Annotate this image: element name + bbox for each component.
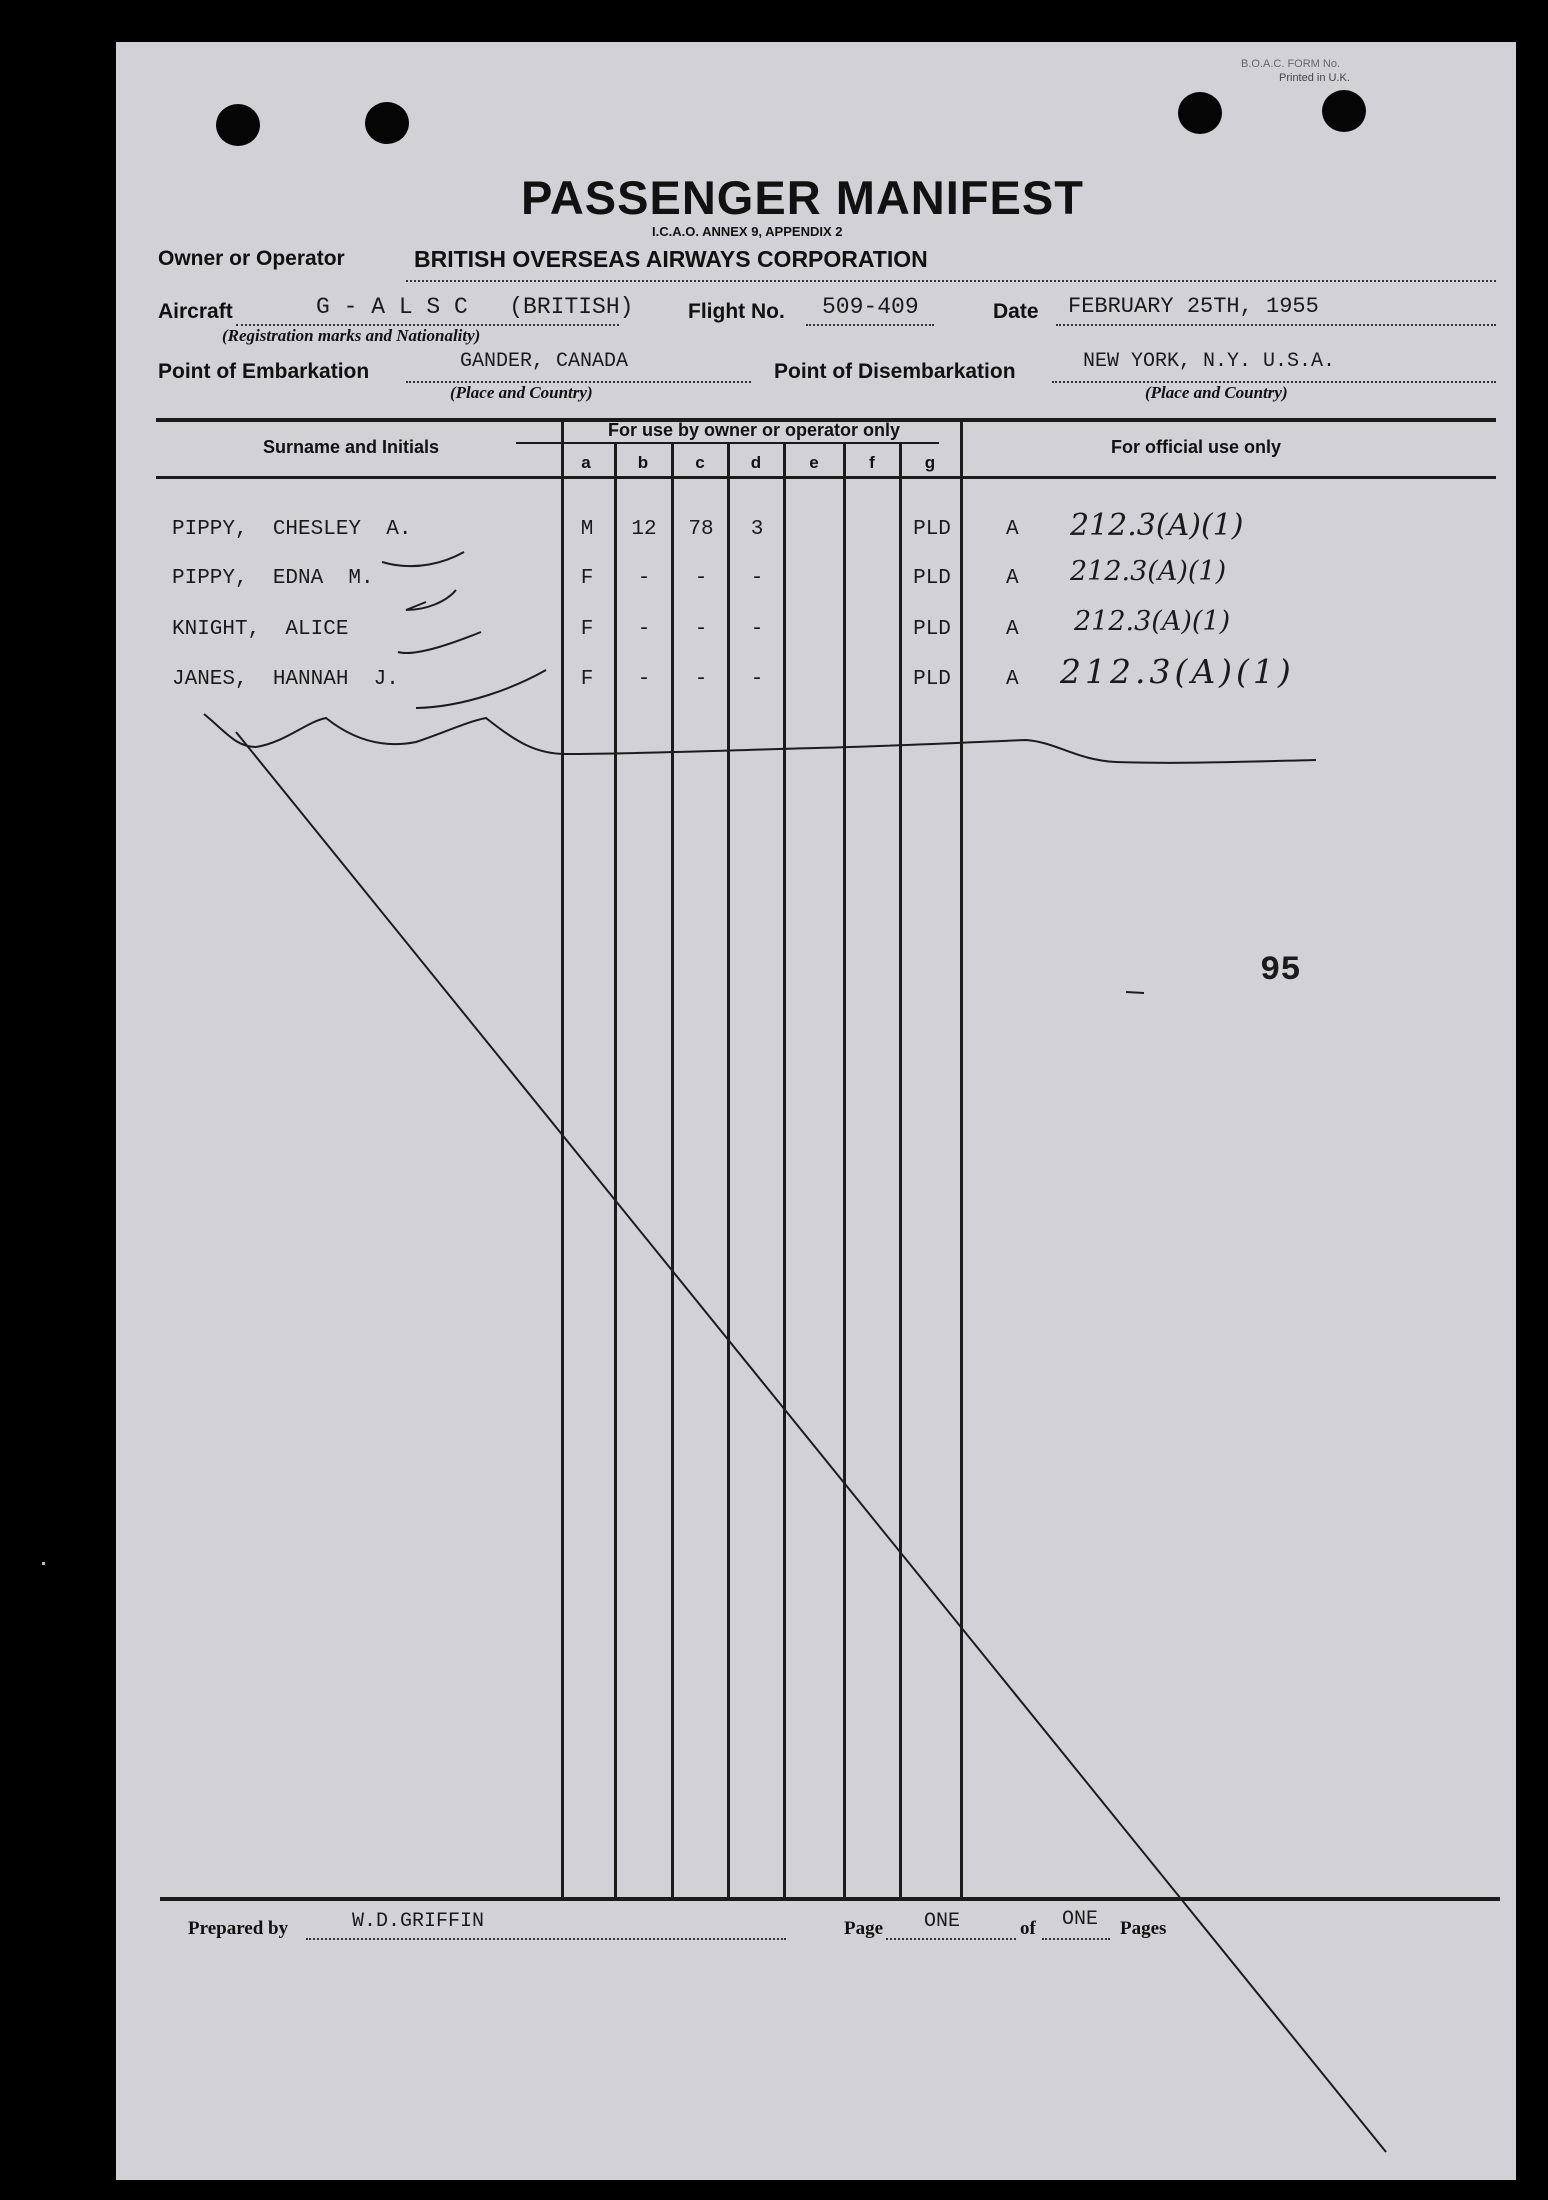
passenger-name: JANES, HANNAH J. bbox=[172, 668, 399, 691]
cell-c: 78 bbox=[688, 518, 714, 541]
cell-d: - bbox=[750, 668, 764, 691]
passenger-name: PIPPY, EDNA M. bbox=[172, 567, 374, 590]
pen-marks bbox=[116, 42, 1516, 2180]
printer-note: B.O.A.C. FORM No. bbox=[1241, 58, 1341, 70]
aircraft-note: (Registration marks and Nationality) bbox=[222, 326, 481, 345]
pages-label: Pages bbox=[1120, 1918, 1167, 1939]
official-note: 212.3(A)(1) bbox=[1074, 606, 1231, 637]
prepared-label: Prepared by bbox=[188, 1918, 289, 1939]
page-title: PASSENGER MANIFEST bbox=[521, 171, 1084, 224]
disembarkation-label: Point of Disembarkation bbox=[774, 360, 1016, 383]
cell-a: F bbox=[580, 668, 594, 691]
passenger-name: PIPPY, CHESLEY A. bbox=[172, 518, 412, 541]
column-a-header: a bbox=[581, 453, 591, 472]
passenger-name: KNIGHT, ALICE bbox=[172, 618, 349, 641]
disembarkation-value: NEW YORK, N.Y. U.S.A. bbox=[1083, 350, 1336, 373]
cell-b: - bbox=[637, 668, 651, 691]
cell-g: PLD bbox=[913, 518, 951, 541]
cell-b: - bbox=[637, 567, 651, 590]
cell-g: PLD bbox=[913, 668, 951, 691]
official-note: 212.3(A)(1) bbox=[1070, 508, 1244, 543]
date-label: Date bbox=[993, 300, 1039, 323]
embarkation-label: Point of Embarkation bbox=[158, 360, 370, 383]
date-value: FEBRUARY 25TH, 1955 bbox=[1068, 294, 1319, 319]
cell-a: M bbox=[580, 518, 594, 541]
disembarkation-note: (Place and Country) bbox=[1145, 383, 1288, 402]
embarkation-note: (Place and Country) bbox=[450, 383, 593, 402]
name-column-header: Surname and Initials bbox=[263, 437, 440, 457]
of-value: ONE bbox=[1062, 1908, 1099, 1931]
of-label: of bbox=[1020, 1918, 1036, 1939]
column-d-header: d bbox=[750, 453, 762, 472]
page-subtitle: I.C.A.O. ANNEX 9, APPENDIX 2 bbox=[652, 224, 843, 239]
manifest-sheet bbox=[116, 42, 1516, 2180]
embarkation-value: GANDER, CANADA bbox=[460, 350, 629, 373]
official-code: A bbox=[1006, 518, 1019, 541]
cell-g: PLD bbox=[913, 618, 951, 641]
column-c-header: c bbox=[695, 453, 705, 472]
aircraft-value: G - A L S C (BRITISH) bbox=[316, 294, 634, 320]
owner-label: Owner or Operator bbox=[158, 247, 345, 270]
official-note: 212.3(A)(1) bbox=[1070, 556, 1227, 587]
stamp-number: 95 bbox=[1260, 952, 1301, 990]
official-note: 212.3(A)(1) bbox=[1060, 652, 1295, 691]
cell-c: - bbox=[694, 618, 708, 641]
flight-label: Flight No. bbox=[688, 300, 785, 323]
page-value: ONE bbox=[924, 1910, 961, 1933]
cell-a: F bbox=[580, 567, 594, 590]
cell-c: - bbox=[694, 567, 708, 590]
cell-b: 12 bbox=[631, 518, 657, 541]
printed-in: Printed in U.K. bbox=[1279, 72, 1350, 84]
owner-value: BRITISH OVERSEAS AIRWAYS CORPORATION bbox=[414, 246, 928, 272]
owner-use-header: For use by owner or operator only bbox=[608, 420, 901, 440]
column-f-header: f bbox=[869, 453, 875, 472]
cell-b: - bbox=[637, 618, 651, 641]
page-label: Page bbox=[844, 1918, 884, 1939]
column-g-header: g bbox=[924, 453, 936, 472]
cell-a: F bbox=[580, 618, 594, 641]
official-code: A bbox=[1006, 668, 1019, 691]
column-e-header: e bbox=[809, 453, 819, 472]
cell-c: - bbox=[694, 668, 708, 691]
official-code: A bbox=[1006, 618, 1019, 641]
official-use-header: For official use only bbox=[1111, 437, 1282, 457]
prepared-value: W.D.GRIFFIN bbox=[352, 1910, 485, 1933]
column-b-header: b bbox=[637, 453, 649, 472]
flight-value: 509-409 bbox=[822, 294, 919, 320]
speck bbox=[42, 1562, 45, 1565]
aircraft-label: Aircraft bbox=[158, 300, 233, 323]
cell-d: 3 bbox=[750, 518, 764, 541]
cell-g: PLD bbox=[913, 567, 951, 590]
official-code: A bbox=[1006, 567, 1019, 590]
cell-d: - bbox=[750, 618, 764, 641]
cell-d: - bbox=[750, 567, 764, 590]
